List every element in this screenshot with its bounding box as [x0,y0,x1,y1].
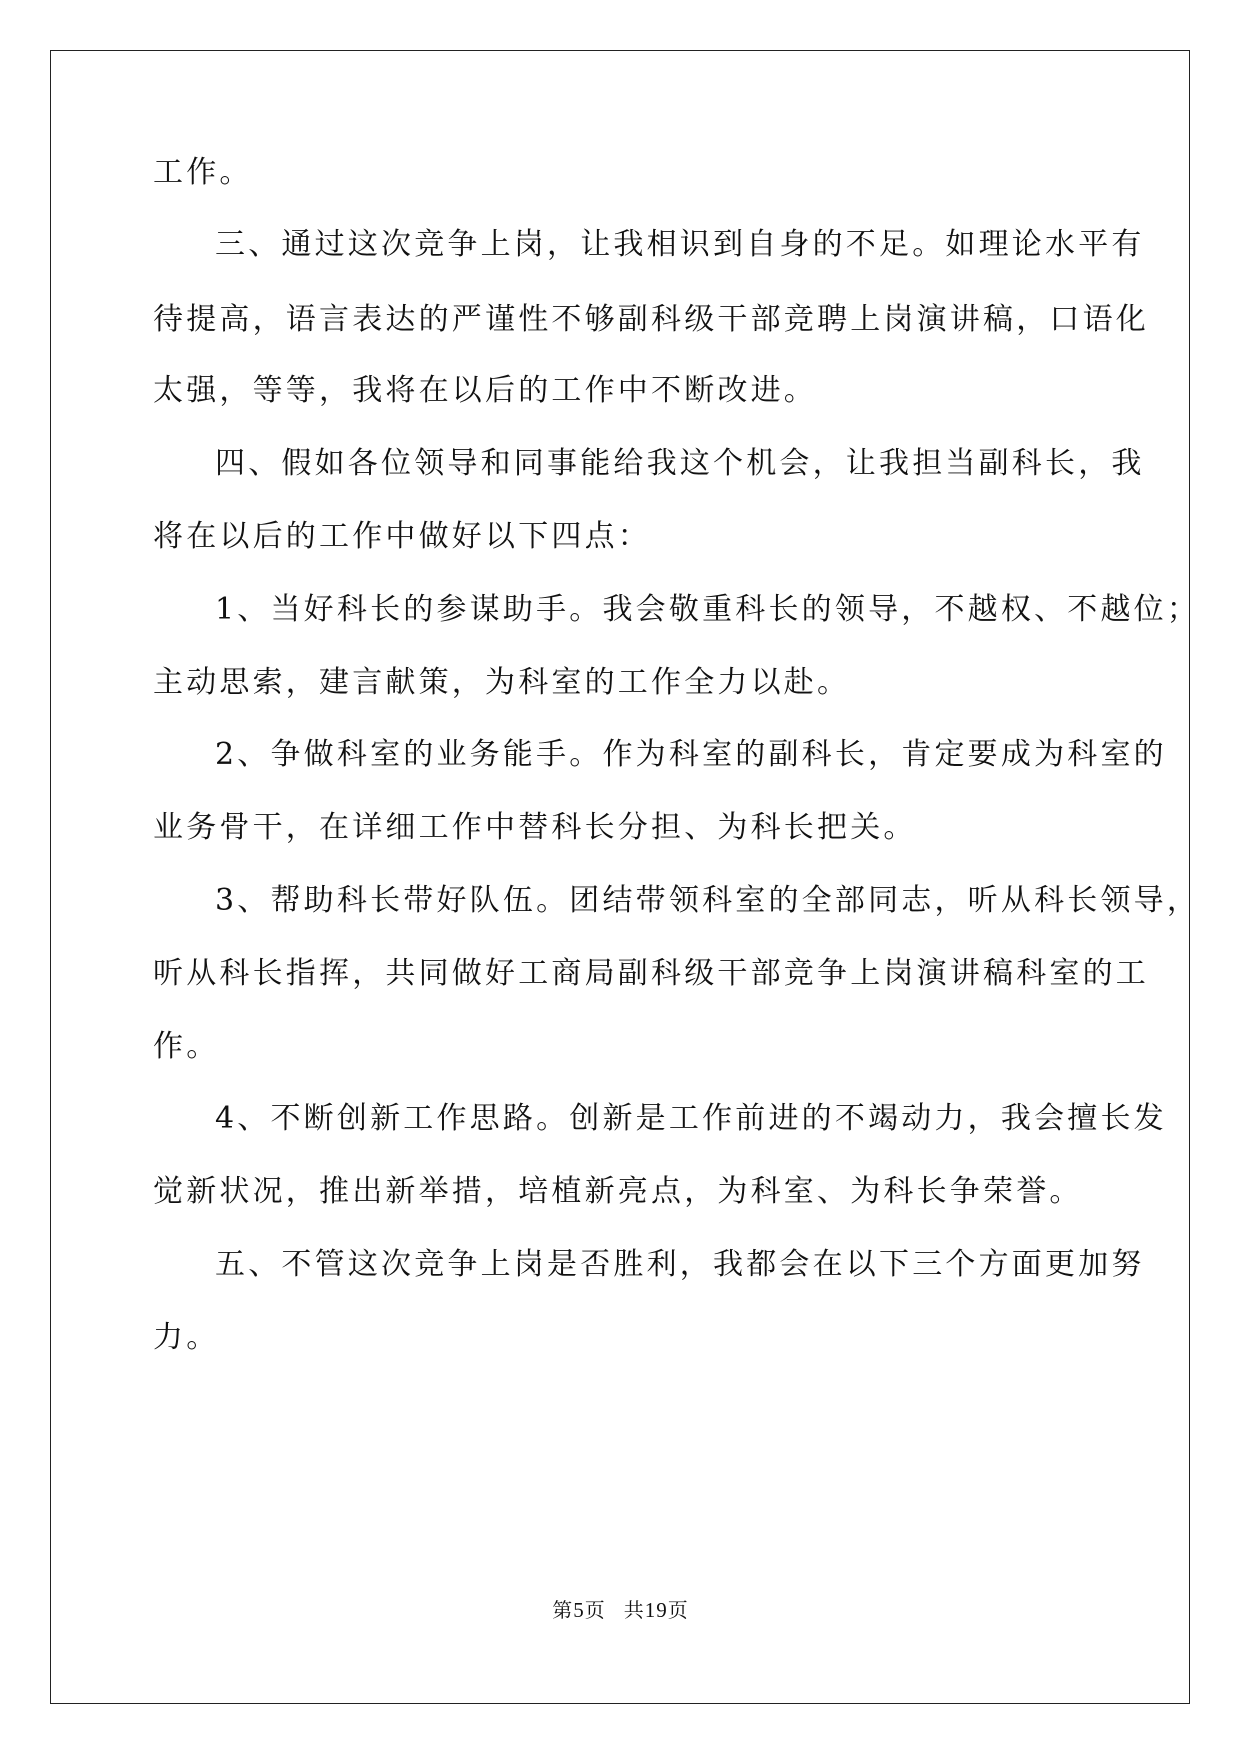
total-prefix: 共 [623,1598,645,1622]
paragraph-start-line: 1、当好科长的参谋助手。我会敬重科长的领导，不越权、不越位； [215,592,1201,627]
text-line: 太强，等等，我将在以后的工作中不断改进。 [153,373,817,408]
text-line: 作。 [153,1029,220,1064]
text-line: 主动思索，建言献策，为科室的工作全力以赴。 [153,665,851,700]
text-line: 将在以后的工作中做好以下四点： [153,519,651,554]
paragraph-start-line: 3、帮助科长带好队伍。团结带领科室的全部同志，听从科长领导， [215,883,1201,918]
page-footer [0,1598,1241,1622]
text-line: 觉新状况，推出新举措，培植新亮点，为科室、为科长争荣誉。 [153,1174,1083,1209]
total-suffix: 页 [667,1598,689,1622]
text-line: 听从科长指挥，共同做好工商局副科级干部竞争上岗演讲稿科室的工 [153,956,1149,991]
paragraph-start-line: 五、不管这次竞争上岗是否胜利，我都会在以下三个方面更加努 [215,1247,1145,1282]
page-number: 5 [573,1598,585,1622]
text-line: 业务骨干，在详细工作中替科长分担、为科长把关。 [153,810,917,845]
text-line: 工作。 [153,155,253,190]
total-pages: 19 [644,1598,668,1622]
paragraph-start-line: 4、不断创新工作思路。创新是工作前进的不竭动力，我会擅长发 [215,1101,1167,1136]
page-prefix: 第 [552,1598,574,1622]
paragraph-start-line: 三、通过这次竞争上岗，让我相识到自身的不足。如理论水平有 [215,227,1145,262]
text-line: 待提高，语言表达的严谨性不够副科级干部竞聘上岗演讲稿，口语化 [153,302,1149,337]
page-border [50,50,1201,1704]
paragraph-start-line: 四、假如各位领导和同事能给我这个机会，让我担当副科长，我 [215,446,1145,481]
paragraph-start-line: 2、争做科室的业务能手。作为科室的副科长，肯定要成为科室的 [215,737,1167,772]
page-suffix: 页 [584,1598,606,1622]
text-line: 力。 [153,1320,220,1355]
